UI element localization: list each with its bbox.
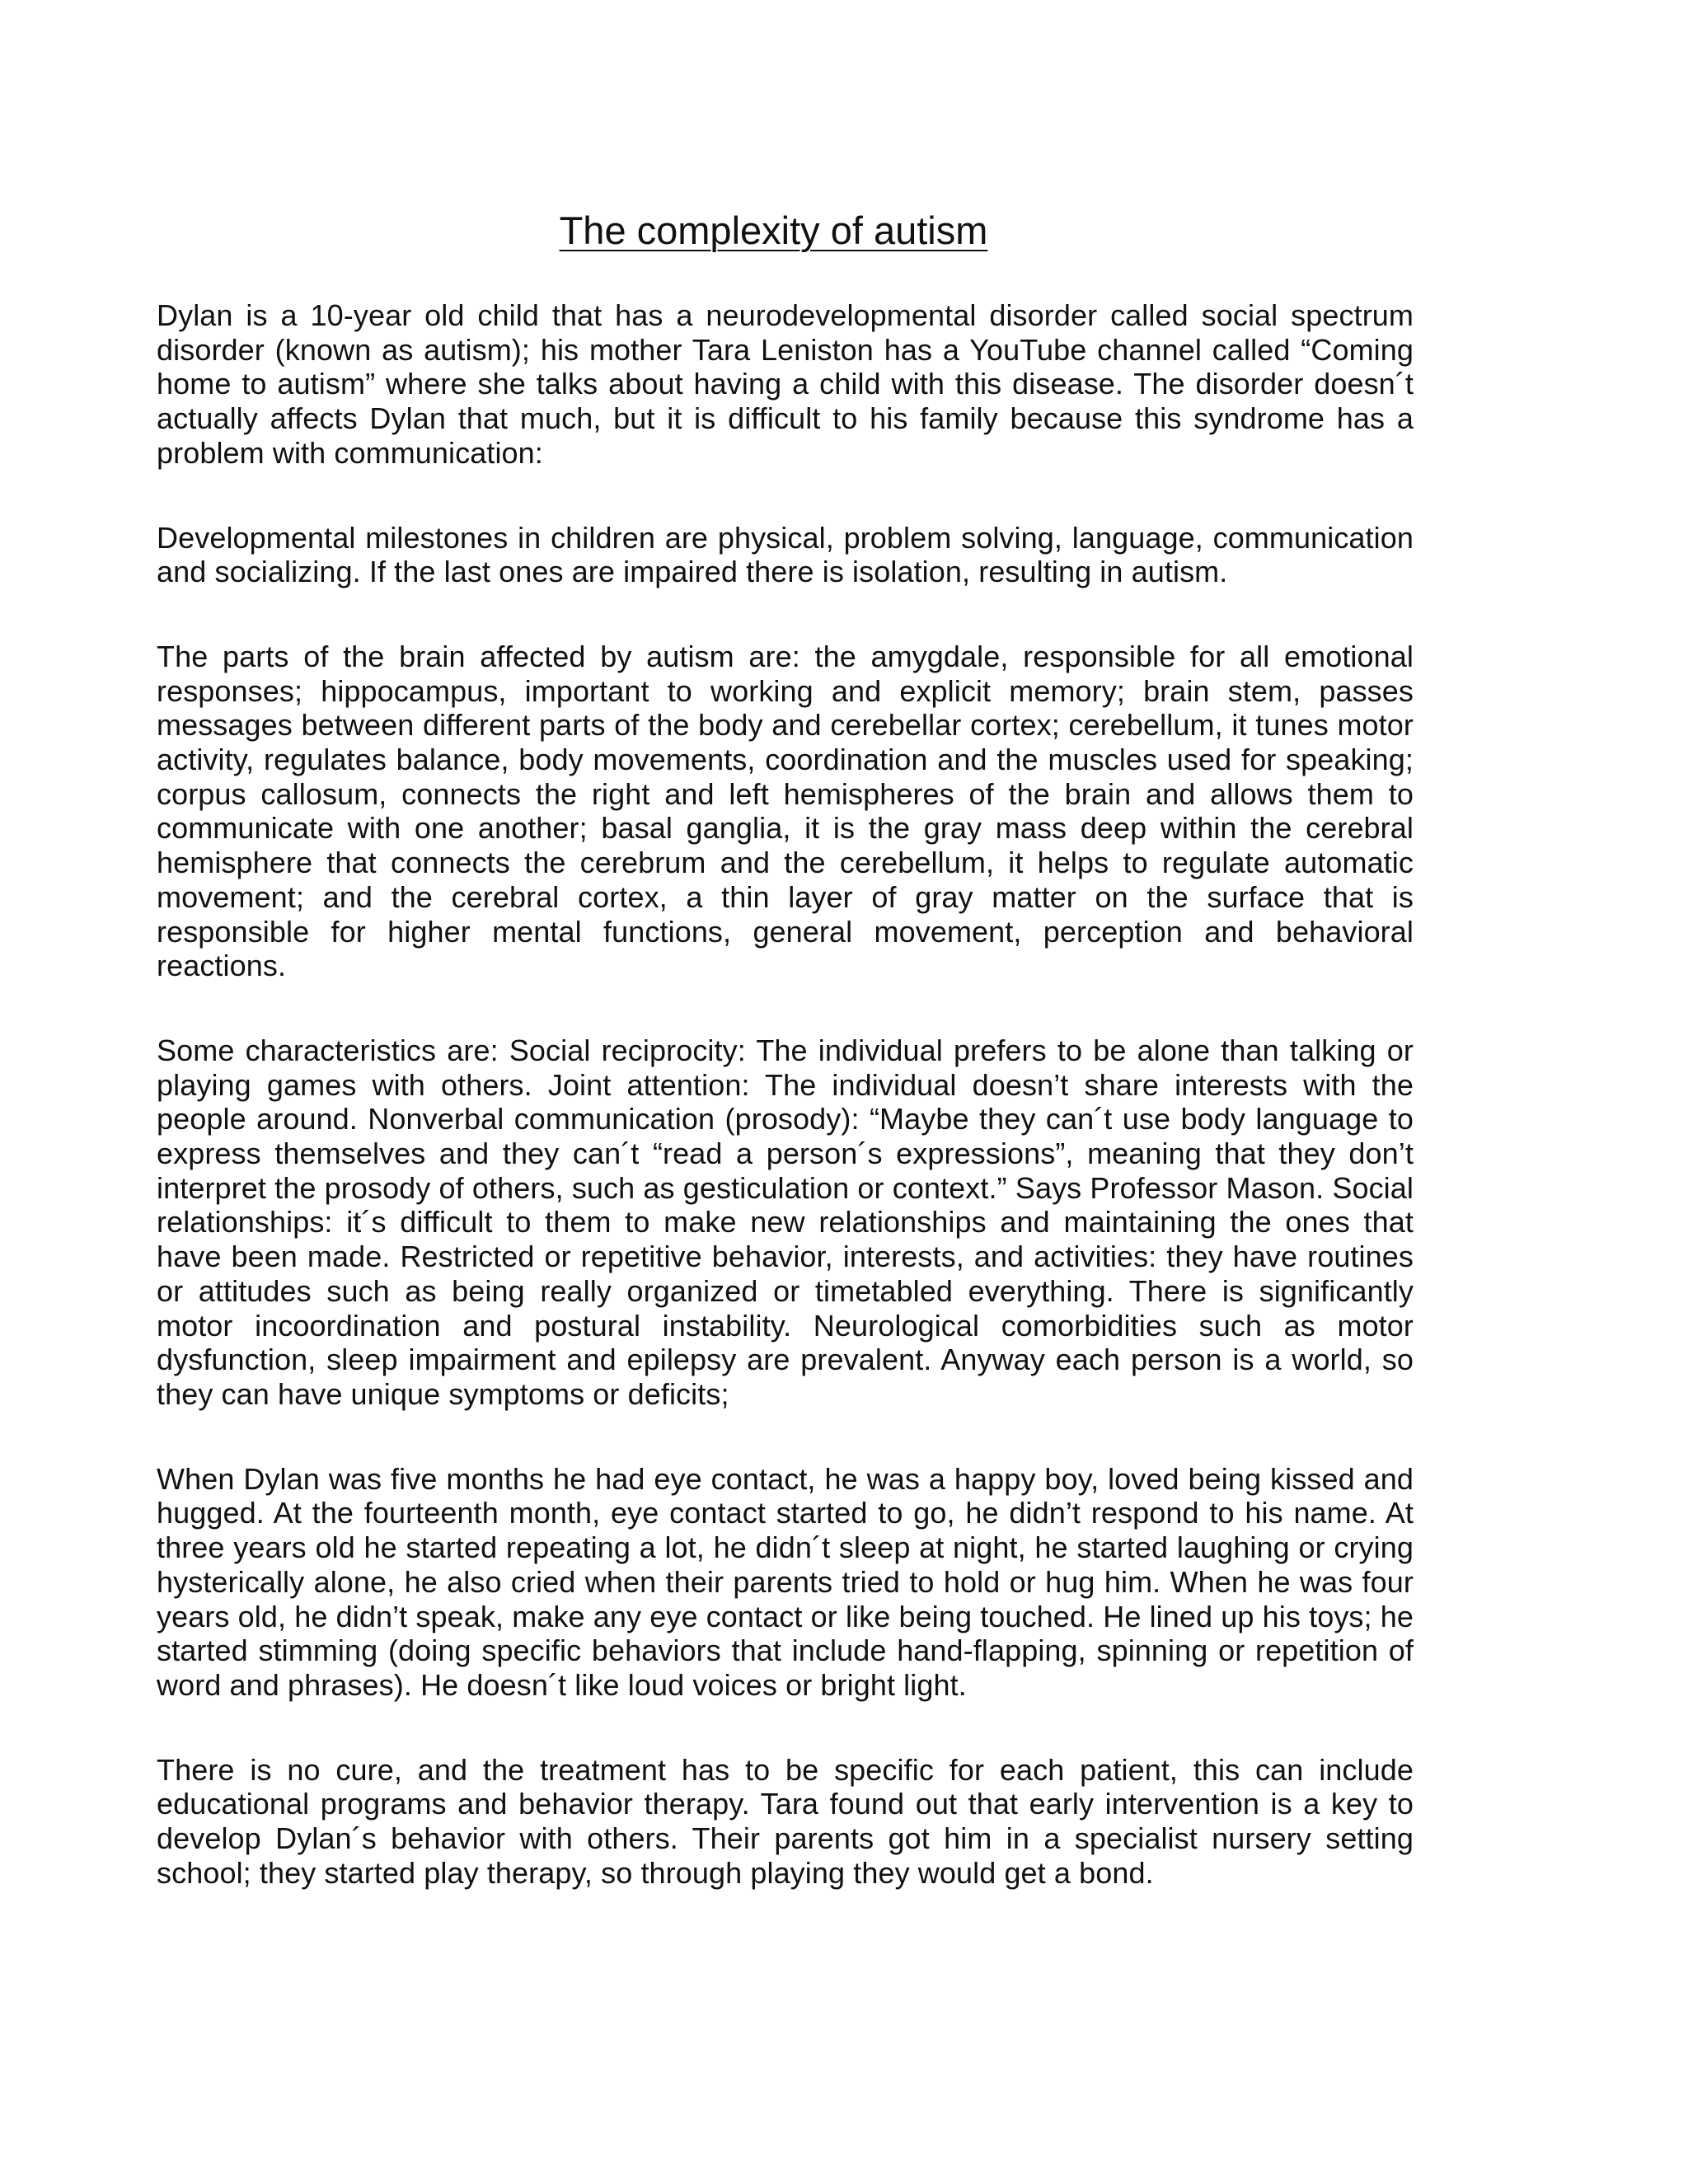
paragraph-brain-parts: The parts of the brain affected by autism are: the amygdale, responsible for all emotional responses; hippocampus, important to working and explicit memory; brain stem, passes messages between different parts of the body and cerebellar cortex; cerebellum, it tunes motor activity, regulates balance, body movements, coordination and the muscles used for speaking; corpus callosum, connects the right and left hemispheres of the brain and allows them to communicate with one another; basal ganglia, it is the gray mass deep within the cerebral hemisphere that connects the cerebrum and the cerebellum, it helps to regulate automatic movement; and the cerebral cortex, a thin layer of gray matter on the surface that is responsible for higher mental functions, general movement, perception and behavioral reactions.: [157, 639, 1414, 983]
paragraph-characteristics: Some characteristics are: Social reciprocity: The individual prefers to be alone than talking or playing games with others. Joint attention: The individual doesn’t share interests with the people around. Nonverbal communication (prosody): “Maybe they can´t use body language to express themselves and they can´t “read a person´s expressions”, meaning that they don’t interpret the prosody of others, such as gesticulation or context.” Says Professor Mason. Social relationships: it´s difficult to them to make new relationships and maintaining the ones that have been made. Restricted or repetitive behavior, interests, and activities: they have routines or attitudes such as being really organized or timetabled everything. There is significantly motor incoordination and postural instability. Neurological comorbidities such as motor dysfunction, sleep impairment and epilepsy are prevalent. Anyway each person is a world, so they can have unique symptoms or deficits;: [157, 1033, 1414, 1411]
paragraph-milestones: Developmental milestones in children are physical, problem solving, language, communication and socializing. If the last ones are impaired there is isolation, resulting in autism.: [157, 520, 1414, 589]
paragraph-intro: Dylan is a 10-year old child that has a neurodevelopmental disorder called social spectrum disorder (known as autism); his mother Tara Leniston has a YouTube channel called “Coming home to autism” where she talks about having a child with this disease. The disorder doesn´t actually affects Dylan that much, but it is difficult to his family because this syndrome has a problem with communication:: [157, 298, 1414, 470]
page-title: The complexity of autism: [559, 209, 988, 252]
document-body: [157, 298, 1414, 1940]
paragraph-dylan-history: When Dylan was five months he had eye contact, he was a happy boy, loved being kissed and hugged. At the fourteenth month, eye contact started to go, he didn’t respond to his name. At three years old he started repeating a lot, he didn´t sleep at night, he started laughing or crying hysterically alone, he also cried when their parents tried to hold or hug him. When he was four years old, he didn’t speak, make any eye contact or like being touched. He lined up his toys; he started stimming (doing specific behaviors that include hand-flapping, spinning or repetition of word and phrases). He doesn´t like loud voices or bright light.: [157, 1461, 1414, 1702]
paragraph-treatment: There is no cure, and the treatment has to be specific for each patient, this can include educational programs and behavior therapy. Tara found out that early intervention is a key to develop Dylan´s behavior with others. Their parents got him in a specialist nursery setting school; they started play therapy, so through playing they would get a bond.: [157, 1752, 1414, 1890]
